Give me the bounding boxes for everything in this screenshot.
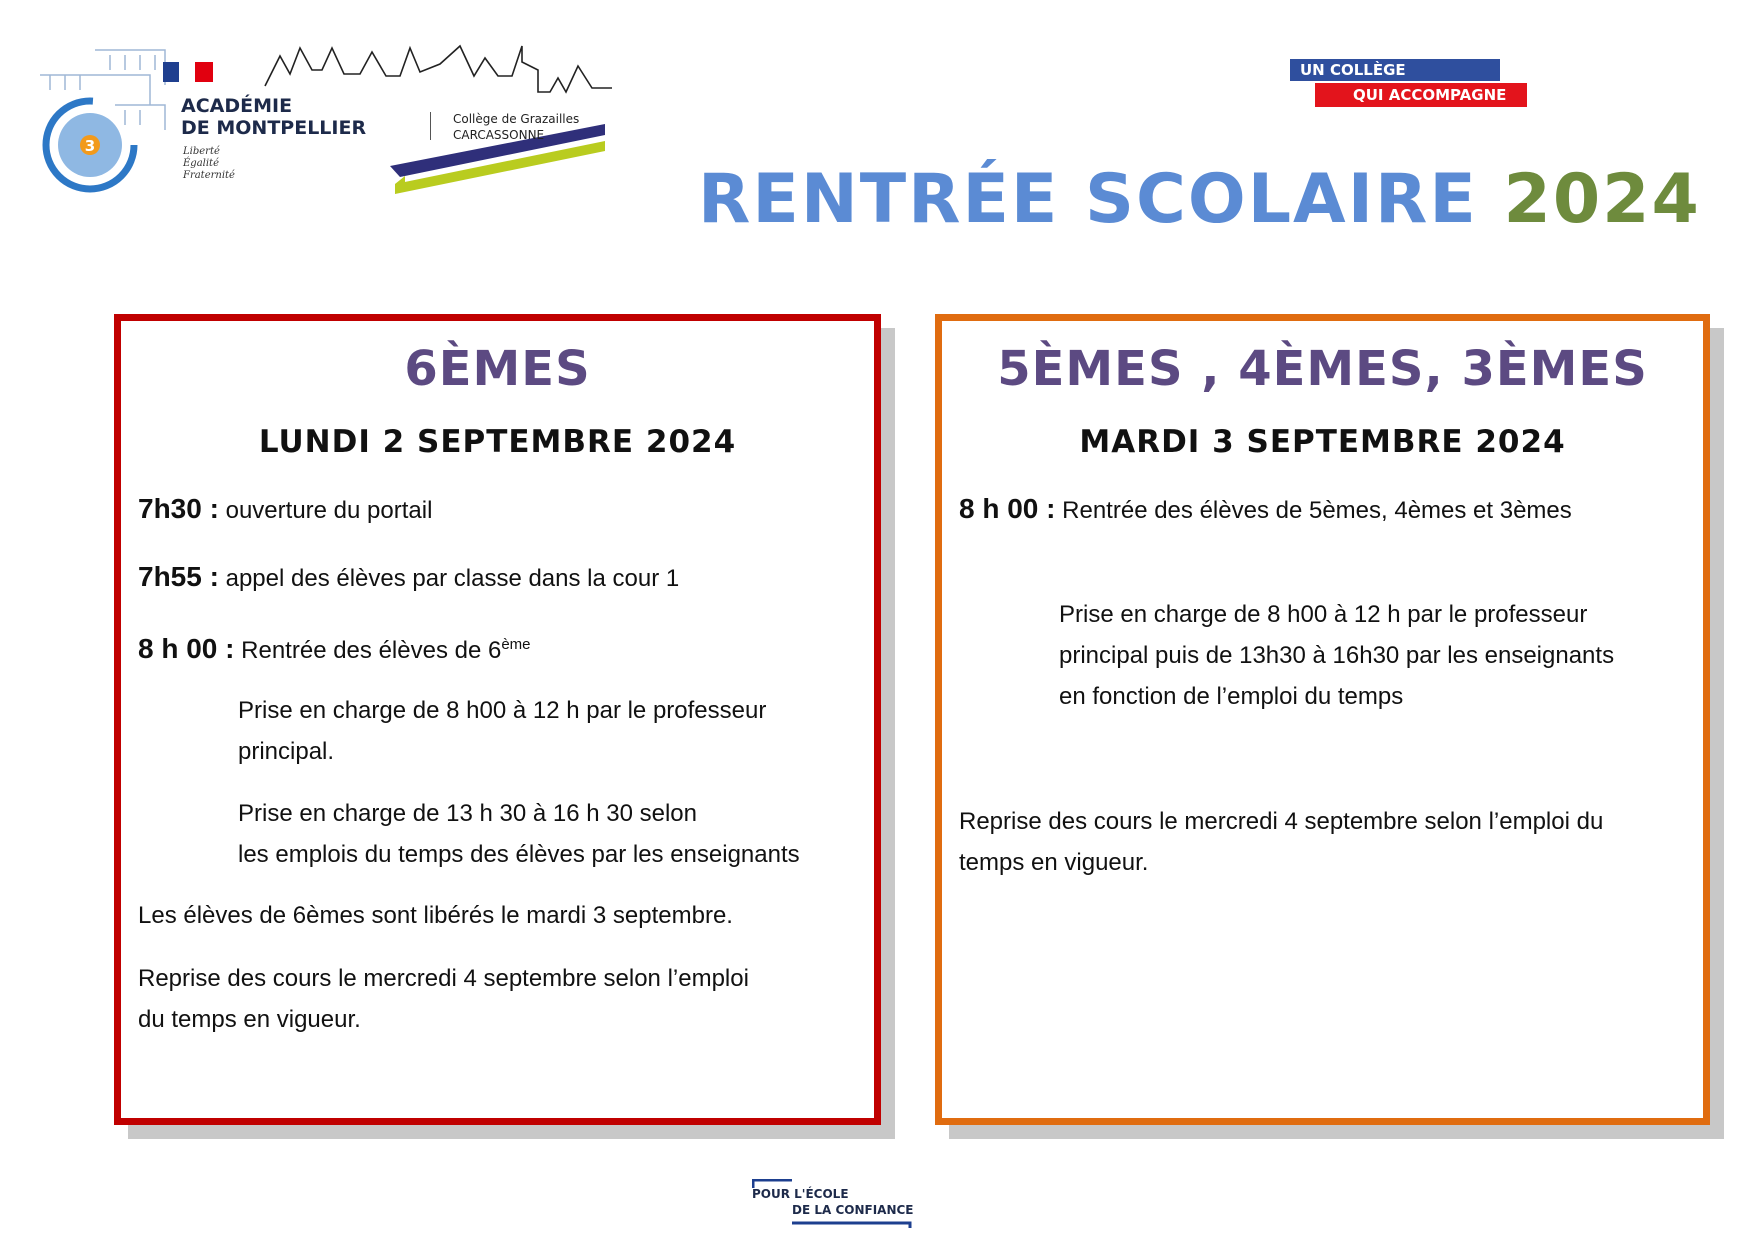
autres-niveaux-sub1-line2: principal puis de 13h30 à 16h30 par les enseignants — [1059, 642, 1615, 669]
sixiemes-title: 6ÈMES — [404, 341, 591, 397]
tagline-line2: QUI ACCOMPAGNE — [1315, 83, 1527, 107]
college-name-block — [453, 111, 579, 143]
sixiemes-sub2-line2: les emplois du temps des élèves par les enseignants — [238, 841, 800, 868]
item-time: 7h30 : — [138, 493, 219, 524]
item-text: ouverture du portail — [225, 497, 433, 524]
sixiemes-note2-line2: du temps en vigueur. — [138, 1006, 361, 1033]
badge-number: 3 — [84, 137, 96, 155]
item-time: 8 h 00 : — [959, 493, 1056, 524]
item-text: Rentrée des élèves de 6 — [241, 637, 502, 664]
sixiemes-sub1-line1: Prise en charge de 8 h00 à 12 h par le professeur — [238, 697, 767, 724]
tagline-line1: UN COLLÈGE — [1290, 59, 1500, 81]
autres-niveaux-sub1-line3: en fonction de l’emploi du temps — [1059, 683, 1404, 710]
motto-egalite: Égalité — [183, 158, 219, 169]
republique-flag-icon — [163, 62, 213, 82]
motto-liberte: Liberté — [183, 146, 220, 157]
item-time: 7h55 : — [138, 561, 219, 592]
sixiemes-sub1-line2: principal. — [238, 738, 335, 765]
item-sup: ème — [501, 636, 531, 653]
sixiemes-item-portail — [138, 488, 432, 531]
sixiemes-item-appel — [138, 556, 679, 599]
college-separator — [430, 112, 431, 140]
page-title — [698, 160, 1701, 240]
sixiemes-sub2-line1: Prise en charge de 13 h 30 à 16 h 30 selon — [238, 800, 697, 827]
college-city: CARCASSONNE — [453, 128, 545, 142]
footer-line1: POUR L'ÉCOLE — [752, 1187, 849, 1201]
autres-niveaux-note-line2: temps en vigueur. — [959, 849, 1149, 876]
motto-fraternite: Fraternité — [183, 170, 235, 181]
autres-niveaux-date: MARDI 3 SEPTEMBRE 2024 — [1079, 424, 1566, 460]
sixiemes-note2-line1: Reprise des cours le mercredi 4 septembre selon l’emploi — [138, 965, 749, 992]
item-text: appel des élèves par classe dans la cour 1 — [225, 565, 680, 592]
sixiemes-date: LUNDI 2 SEPTEMBRE 2024 — [258, 424, 737, 460]
academy-line1: ACADÉMIE — [181, 95, 293, 117]
college-name: Collège de Grazailles — [453, 112, 580, 126]
autres-niveaux-note-line1: Reprise des cours le mercredi 4 septembre selon l’emploi du — [959, 808, 1604, 835]
autres-niveaux-sub1-line1: Prise en charge de 8 h00 à 12 h par le professeur — [1059, 601, 1588, 628]
footer-slogan — [752, 1186, 914, 1218]
sixiemes-note1: Les élèves de 6èmes sont libérés le mardi 3 septembre. — [138, 902, 733, 929]
title-text: RENTRÉE SCOLAIRE — [698, 160, 1478, 239]
title-year: 2024 — [1503, 160, 1701, 239]
autres-niveaux-card — [935, 314, 1710, 1125]
autres-niveaux-item-rentree — [959, 488, 1572, 531]
academy-line2: DE MONTPELLIER — [181, 117, 367, 139]
item-text: Rentrée des élèves de 5èmes, 4èmes et 3èmes — [1062, 497, 1572, 524]
footer-line2: DE LA CONFIANCE — [792, 1203, 914, 1217]
sixiemes-item-rentree — [138, 624, 531, 671]
republic-motto — [183, 146, 235, 182]
sixiemes-card — [114, 314, 881, 1125]
autres-niveaux-title: 5ÈMES , 4ÈMES, 3ÈMES — [997, 341, 1648, 397]
item-time: 8 h 00 : — [138, 633, 235, 664]
